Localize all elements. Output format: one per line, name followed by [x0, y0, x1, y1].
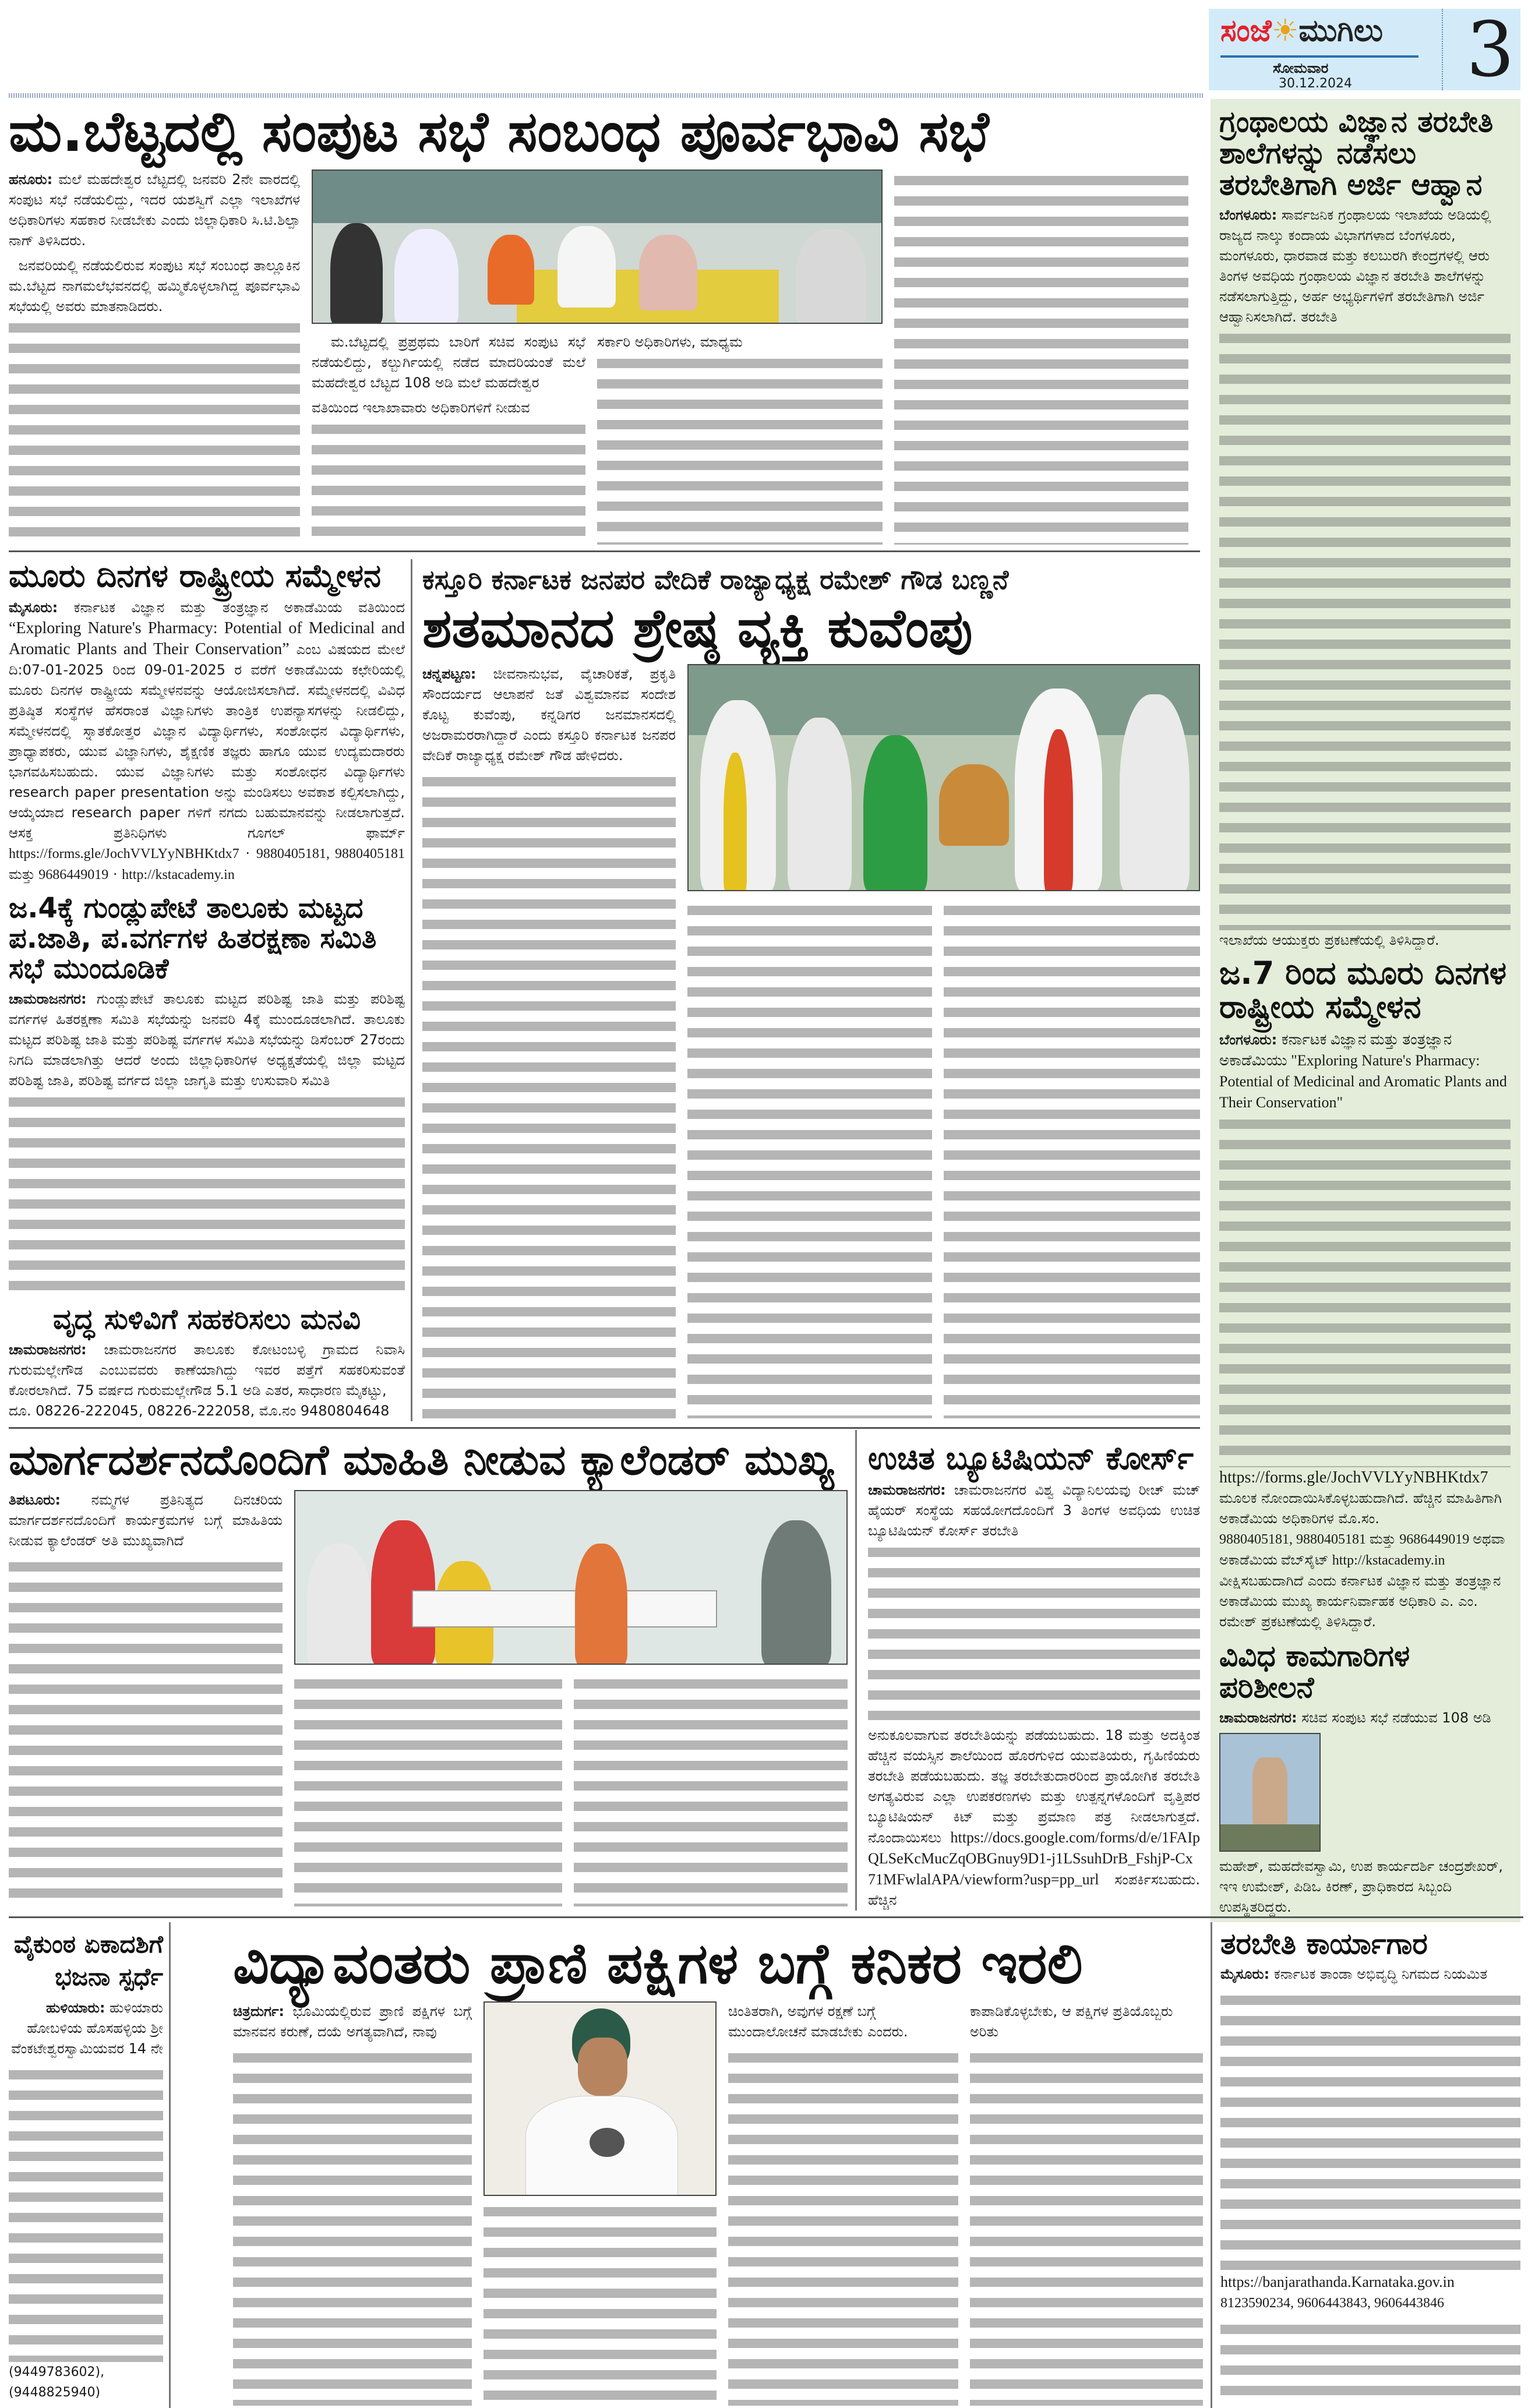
headline: ವೃದ್ಧ ಸುಳಿವಿಗೆ ಸಹಕರಿಸಲು ಮನವಿ: [52, 1303, 361, 1336]
column-start: ಕಾಪಾಡಿಕೊಳ್ಳಬೇಕು, ಆ ಪಕ್ಷಿಗಳ ಪ್ರತಿಯೊಬ್ಬರು ಅರಿತು: [970, 2003, 1173, 2040]
headline: ಮಾರ್ಗದರ್ಶನದೊಂದಿಗೆ ಮಾಹಿತಿ ನೀಡುವ ಕ್ಯಾಲೆಂಡರ್ ಮುಖ್ಯ: [9, 1435, 834, 1484]
body-text-continuation: [9, 317, 300, 545]
masthead: [1209, 5, 1520, 94]
body-text-continuation: [894, 170, 1188, 545]
dateline: ಚನ್ನಪಟ್ಟಣ:: [422, 665, 477, 682]
dateline: ಚಾಮರಾಜನಗರ:: [9, 990, 87, 1007]
photo-man-with-bird: [484, 2001, 717, 2196]
column-divider: [411, 559, 412, 1421]
palm-sun-icon: ☀: [1271, 13, 1299, 48]
phone-numbers: 9880405181, 9880405181 ಮತ್ತು 9686449019 ಅಥವಾ ಅಕಾಡೆಮಿಯ ವೆಬ್‌ಸೈಟ್ http://kstacademy.in: [1219, 1532, 1505, 1568]
headline: ಉಚಿತ ಬ್ಯೂಟಿಷಿಯನ್ ಕೋರ್ಸ್: [868, 1440, 1194, 1477]
article-body: ಅನುಕೂಲವಾಗುವ ತರಬೇತಿಯನ್ನು ಪಡೆಯಬಹುದು. 18 ಮತ್ತು ಅದಕ್ಕಿಂತ ಹೆಚ್ಚಿನ ವಯಸ್ಸಿನ ಶಾಲೆಯಿಂದ ಹೊರಗುಳಿದ ಯುವತಿಯರು, ಗೃಹಿಣಿಯರು ತರಬೇತಿ ಪಡೆಯಬಹುದು. ತಜ್ಞ ತರಬೇತುದಾರರಿಂದ ಪ್ರಾಯೋಗಿಕ ತರಬೇತಿ ಅಗತ್ಯವಿರುವ ಎಲ್ಲಾ ಉಪಕರಣಗಳು ಮತ್ತು ಉತ್ಪನ್ನಗಳೊಂದಿಗೆ ವೃತ್ತಿಪರ ಬ್ಯೂಟಿಷಿಯನ್ ಕಿಟ್ ಮತ್ತು ಪ್ರಮಾಣ ಪತ್ರ ನೀಡಲಾಗುತ್ತದೆ. ನೊಂದಾಯಿಸಲು https://docs.google.com/forms/d/e/1FAIpQLSeKcMucZqOBGnuy9D1-j1LSsuhDrB_FshjP-Cx71MFwlalAPA/viewform?usp=pp_url ಸಂಪರ್ಕಿಸಬಹುದು. ಹೆಚ್ಚಿನ: [868, 1727, 1200, 1908]
contact-info: https://forms.gle/JochVVLYyNBHKtdx7 ಮೂಲಕ ನೋಂದಾಯಿಸಿಕೊಳ್ಳಬಹುದಾಗಿದೆ. ಹೆಚ್ಚಿನ ಮಾಹಿತಿಗಾಗಿ ಅಕಾಡೆಮಿಯ ಅಧಿಕಾರಿಗಳ ಮೊ.ಸಂ. 9880405181, 9880405181 ಮತ್ತು 9686449019 ಅಥವಾ ಅಕಾಡೆಮಿಯ ವೆಬ್‌ಸೈಟ್ http://kstacademy.in ವೀಕ್ಷಿಸಬಹುದಾಗಿದೆ ಎಂದು ಕರ್ನಾಟಕ ವಿಜ್ಞಾನ ಮತ್ತು ತಂತ್ರಜ್ಞಾನ ಅಕಾಡೆಮಿಯ ಮುಖ್ಯ ಕಾರ್ಯನಿರ್ವಾಹಕ ಅಧಿಕಾರಿ ಎ. ಎಂ. ರಮೇಶ್ ಪ್ರಕಟಣೆಯಲ್ಲಿ ತಿಳಿಸಿದ್ದಾರೆ.: [1219, 1468, 1505, 1630]
top-border: [9, 93, 1203, 98]
closing-text: ಇಲಾಖೆಯ ಆಯುಕ್ತರು ಪ್ರಕಟಣೆಯಲ್ಲಿ ತಿಳಿಸಿದ್ದಾರೆ.: [1219, 932, 1439, 948]
divider: [9, 550, 1200, 552]
body-text-continuation: [1220, 1989, 1520, 2272]
logo-underline: [1220, 55, 1418, 58]
column-divider: [169, 1922, 171, 2408]
body-text-continuation: [944, 899, 1200, 1418]
article-body: [9, 170, 300, 545]
body-text-continuation: [728, 2047, 958, 2406]
article-body: [422, 664, 676, 1418]
article-national-conference: ಮೂರು ದಿನಗಳ ರಾಷ್ಟ್ರೀಯ ಸಮ್ಮೇಳನ ಮೈಸೂರು: ಕರ್ನಾಟಕ ವಿಜ್ಞಾನ ಮತ್ತು ತಂತ್ರಜ್ಞಾನ ಅಕಾಡೆಮಿಯ ವತಿಯಿಂದ “Exploring Nature's Pharmacy: Potential of Medicinal and Aromatic Plants and Their Conservation” ಎಂಬ ವಿಷಯದ ಮೇಲೆ ದಿ:07-01-2025 ರಿಂದ 09-01-2025 ರ ವರೆಗೆ ಅಕಾಡೆಮಿಯ ಕಛೇರಿಯಲ್ಲಿ ಮೂರು ದಿನಗಳ ರಾಷ್ಟ್ರೀಯ ಸಮ್ಮೇಳನವನ್ನು ಆಯೋಜಿಸಲಾಗಿದೆ. ಸಮ್ಮೇಳನದಲ್ಲಿ ವಿವಿಧ ಪ್ರತಿಷ್ಠಿತ ಸಂಸ್ಥೆಗಳ ಹೆಸರಾಂತ ವಿಜ್ಞಾನಿಗಳು ತಾಂತ್ರಿಕ ಉಪನ್ಯಾಸಗಳನ್ನು ನೀಡಲಿದ್ದು, ಸಮ್ಮೇಳನದಲ್ಲಿ ಸ್ನಾತಕೋತ್ತರ ವಿಜ್ಞಾನ ವಿದ್ಯಾರ್ಥಿಗಳು, ಸಂಶೋಧನ ವಿದ್ಯಾರ್ಥಿಗಳು, ಪ್ರಾಧ್ಯಾಪಕರು, ಯುವ ವಿಜ್ಞಾನಿಗಳು, ಶೈಕ್ಷಣಿಕ ತಜ್ಞರು ಹಾಗೂ ಯುವ ಉದ್ಯಮದಾರರು ಭಾಗವಹಿಸಬಹುದು. ಯುವ ವಿಜ್ಞಾನಿಗಳು ಮತ್ತು ಸಂಶೋಧನ ವಿದ್ಯಾರ್ಥಿಗಳು research paper presentation ಅನ್ನು ಮಂಡಿಸಲು ಅವಕಾಶ ಕಲ್ಪಿಸಲಾಗಿದ್ದು, ಆಯ್ಕೆಯಾದ research paper ಗಳಿಗೆ ನಗದು ಬಹುಮಾನವನ್ನು ನೀಡಲಾಗುತ್ತದೆ. ಆಸಕ್ತ ಪ್ರತಿನಿಧಿಗಳು ಗೂಗಲ್ ಫಾರ್ಮ್ https://forms.gle/JochVVLYyNBHKtdx7 · 9880405181, 9880405181 ಮತ್ತು 9686449019 · http://kstacademy.in: [9, 557, 405, 883]
lead-text: ಸಾರ್ವಜನಿಕ ಗ್ರಂಥಾಲಯ ಇಲಾಖೆಯ ಅಡಿಯಲ್ಲಿ ರಾಜ್ಯದ ನಾಲ್ಕು ಕಂದಾಯ ವಿಭಾಗಗಳಾದ ಬೆಂಗಳೂರು, ಮಂಗಳೂರು, ಧಾರವಾಡ ಮತ್ತು ಕಲಬುರಗಿ ಕೇಂದ್ರಗಳಲ್ಲಿ ಆರು ತಿಂಗಳ ಅವಧಿಯ ಗ್ರಂಥಾಲಯ ವಿಜ್ಞಾನ ತರಬೇತಿ ಶಾಲೆಗಳನ್ನು ನಡೆಸಲಾಗುತ್ತಿದ್ದು, ಅರ್ಹ ಅಭ್ಯರ್ಥಿಗಳಿಗೆ ತರಬೇತಿಗಾಗಿ ಅರ್ಜಿ ಆಹ್ವಾನಿಸಲಾಗಿದೆ. ತರಬೇತಿ: [1219, 207, 1491, 325]
body-text-continuation: [868, 1541, 1200, 1725]
phone-numbers: 8123590234, 9606443843, 9606443846: [1220, 2295, 1444, 2311]
page-number: 3: [1442, 9, 1515, 90]
headline: ಜ.7 ರಿಂದ ಮೂರು ದಿನಗಳ ರಾಷ್ಟ್ರೀಯ ಸಮ್ಮೇಳನ: [1219, 955, 1507, 1026]
article-column: [728, 2001, 958, 2406]
dateline: ಹುಳಿಯಾರು:: [46, 2000, 105, 2016]
conference-title: “Exploring Nature's Pharmacy: Potential of Medicinal and Aromatic Plants and Their Conservation”: [9, 619, 405, 659]
column-start: ಚಿಂತಿತರಾಗಿ, ಅವುಗಳ ರಕ್ಷಣೆ ಬಗ್ಗೆ ಮುಂದಾಲೋಚನೆ ಮಾಡಬೇಕು ಎಂದರು.: [728, 2003, 908, 2040]
article-national-conference-right: [1219, 956, 1511, 1632]
masthead-day: ಸೋಮವಾರ: [1273, 60, 1329, 76]
lead-text: ಹುಳಿಯಾರು ಹೋಬಳಿಯ ಹೊಸಹಳ್ಳಿಯ ಶ್ರೀ ವೆಂಕಟೇಶ್ವರಸ್ವಾಮಿಯವರ 14 ನೇ: [11, 2000, 163, 2057]
article-body: [9, 1490, 283, 1906]
form-link[interactable]: https://docs.google.com/forms/d/e/1FAIpQLSeKcMucZqOBGnuy9D1-j1LSsuhDrB_FshjP-Cx71MFwlalAPA/viewform?usp=pp_url: [868, 1829, 1200, 1888]
lead-text: ಜೀವನಾನುಭವ, ವೈಚಾರಿಕತೆ, ಪ್ರಕೃತಿ ಸೌಂದರ್ಯದ ಆಲಾಪನೆ ಜತೆ ವಿಶ್ವಮಾನವ ಸಂದೇಶ ಕೊಟ್ಟ ಕುವೆಂಪು, ಕನ್ನಡಿಗರ ಜನಮಾನಸದಲ್ಲಿ ಅಜರಾಮರರಾಗಿದ್ದಾರೆ ಎಂದು ಕಸ್ತೂರಿ ಕರ್ನಾಟಕ ಜನಪರ ವೇದಿಕೆ ರಾಜ್ಯಾಧ್ಯಕ್ಷ ರಮೇಶ್ ಗೌಡ ಹೇಳಿದರು.: [422, 665, 676, 764]
body-text-continuation: [574, 1673, 848, 1906]
body-text-continuation: [312, 418, 585, 545]
article-works-inspection: [1219, 1640, 1511, 1918]
website-link[interactable]: http://kstacademy.in: [122, 867, 235, 883]
lead-text: ಚಾಮರಾಜನಗರ ತಾಲೂಕು ಕೋಟಂಬಳ್ಳಿ ಗ್ರಾಮದ ನಿವಾಸಿ ಗುರುಮಲ್ಲೇಗೌಡ ಎಂಬುವವರು ಕಾಣೆಯಾಗಿದ್ದು ಇವರ ಪತ್ತೆಗೆ ಸಹಕರಿಸುವಂತೆ ಕೋರಲಾಗಿದೆ. 75 ವರ್ಷದ ಗುರುಮಲ್ಲೇಗೌಡ 5.1 ಅಡಿ ಎತರ, ಸಾಧಾರಣ ಮೈಕಟ್ಟು,: [9, 1341, 405, 1399]
lead-text: ಗುಂಡ್ಲುಪೇಟೆ ತಾಲೂಕು ಮಟ್ಟದ ಪರಿಶಿಷ್ಟ ಜಾತಿ ಮತ್ತು ಪರಿಶಿಷ್ಟ ವರ್ಗಗಳ ಹಿತರಕ್ಷಣಾ ಸಮಿತಿ ಸಭೆಯನ್ನು ಜನವರಿ 4ಕ್ಕೆ ಮುಂದೂಡಲಾಗಿದೆ. ತಾಲೂಕು ಮಟ್ಟದ ಪರಿಶಿಷ್ಟ ಜಾತಿ ಮತ್ತು ಪರಿಶಿಷ್ಟ ವರ್ಗಗಳ ಸಮಿತಿ ಸಭೆಯನ್ನು ಡಿಸೆಂಬರ್ 27ರಂದು ನಿಗದಿ ಮಾಡಲಾಗಿತ್ತು ಆದರೆ ಅಂದು ಜಿಲ್ಲಾಧಿಕಾರಿಗಳ ಅಧ್ಯಕ್ಷತೆಯಲ್ಲಿ ಜಿಲ್ಲಾ ಮಟ್ಟದ ಪರಿಶಿಷ್ಟ ಜಾತಿ, ಪರಿಶಿಷ್ಟ ವರ್ಗದ ಜಿಲ್ಲಾ ಜಾಗೃತಿ ಮತ್ತು ಉಸುವಾರಿ ಸಮಿತಿ: [9, 990, 405, 1089]
article-bhajan-contest: [9, 1928, 163, 2403]
body-text-continuation: [1219, 1113, 1511, 1467]
lead-text: ಕರ್ನಾಟಕ ವಿಜ್ಞಾನ ಮತ್ತು ತಂತ್ರಜ್ಞಾನ ಅಕಾಡೆಮಿಯ ವತಿಯಿಂದ: [73, 599, 405, 616]
column-start: ಸರ್ಕಾರಿ ಅಧಿಕಾರಿಗಳು, ಮಾಧ್ಯಮ: [597, 333, 743, 350]
contact-info: [1220, 2272, 1520, 2314]
dateline: ತಿಪಟೂರು:: [9, 1491, 61, 1508]
dateline: ಮೈಸೂರು:: [9, 599, 58, 616]
lead-text: ಕರ್ನಾಟಕ ತಾಂಡಾ ಅಭಿವೃದ್ಧಿ ನಿಗಮದ ನಿಯಮಿತ: [1273, 1966, 1488, 1982]
left-column: [9, 559, 405, 1421]
body-text-continuation: [422, 771, 676, 1418]
dateline: ಮೈಸೂರು:: [1220, 1966, 1270, 1982]
lead-text: ಸಚಿವ ಸಂಪುಟ ಸಭೆ ನಡೆಯುವ 108 ಅಡಿ: [1301, 1710, 1491, 1726]
article-beautician-course: [868, 1442, 1200, 1911]
article-calendar: [9, 1435, 848, 1906]
body-text-continuation: [1219, 327, 1511, 930]
phone-numbers: ದೂ. 08226-222045, 08226-222058, ಮೊ.ನಂ 9480804648: [9, 1403, 390, 1419]
dateline: ಚಾಮರಾಜನಗರ:: [868, 1482, 946, 1499]
lead-text: ನಮ್ಮಗಳ ಪ್ರತಿನಿತ್ಯದ ದಿನಚರಿಯ ಮಾರ್ಗದರ್ಶನದೊಂದಿಗೆ ಕಾರ್ಯಕ್ರಮಗಳ ಬಗ್ಗೆ ಮಾಹಿತಿಯ ನೀಡುವ ಕ್ಯಾಲೆಂಡರ್ ಅತಿ ಮುಖ್ಯವಾಗಿದೆ: [9, 1491, 283, 1549]
headline: ವಿದ್ಯಾವಂತರು ಪ್ರಾಣಿ ಪಕ್ಷಿಗಳ ಬಗ್ಗೆ ಕನಿಕರ ಇರಲಿ: [233, 1931, 1083, 1996]
body-text-continuation: [687, 899, 932, 1418]
divider: [9, 1916, 1523, 1918]
website-link[interactable]: https://banjarathanda.Karnataka.gov.in: [1220, 2273, 1455, 2290]
phone-numbers: (9449783602), (9448825940): [9, 2365, 105, 2400]
body-text-continuation: [9, 1091, 405, 1299]
body-text-continuation: [9, 2064, 163, 2362]
article-kuvempu: [422, 565, 1200, 1418]
paragraph: ಮ.ಬೆಟ್ಟದಲ್ಲಿ ಪ್ರಪ್ರಥಮ ಬಾರಿಗೆ ಸಚಿವ ಸಂಪುಟ ಸಭೆ ನಡೆಯಲಿದ್ದು, ಕಲ್ಬುರ್ಗಿಯಲ್ಲಿ ನಡೆದ ಮಾದರಿಯಂತೆ ಮಲೆ ಮಹದೇಶ್ವರ ಬೆಟ್ಟದ 108 ಅಡಿ ಮಲೆ ಮಹದೇಶ್ವರ: [312, 333, 585, 391]
masthead-date: 30.12.2024: [1279, 76, 1352, 91]
right-sidebar-column: [1211, 99, 1520, 1922]
divider: [9, 1427, 1200, 1429]
photo-calendar-release: [294, 1490, 848, 1665]
photo-meeting: [312, 170, 883, 324]
article-cabinet-meeting: [9, 99, 1200, 545]
dateline: ಬೆಂಗಳೂರು:: [1219, 207, 1278, 223]
paragraph: ಜನವರಿಯಲ್ಲಿ ನಡೆಯಲಿರುವ ಸಂಪುಟ ಸಭೆ ಸಂಬಂಧ ತಾಲ್ಲೂಕಿನ ಮ.ಬೆಟ್ಟದ ನಾಗಮಲೆಭವನದಲ್ಲಿ ಹಮ್ಮಿಕೊಳ್ಳಲಾಗಿದ್ದ ಪೂರ್ವಭಾವಿ ಸಭೆಯಲ್ಲಿ ಅವರು ಮಾತನಾಡಿದರು.: [9, 257, 300, 315]
headline: ಗ್ರಂಥಾಲಯ ವಿಜ್ಞಾನ ತರಬೇತಿ ಶಾಲೆಗಳನ್ನು ನಡೆಸಲು ತರಬೇತಿಗಾಗಿ ಅರ್ಜಿ ಆಹ್ವಾನ: [1219, 105, 1494, 202]
article-body: [233, 2001, 472, 2406]
article-column: [312, 332, 585, 545]
photo-kuvempu-event: [687, 664, 1200, 891]
article-sc-st-meeting: [9, 894, 405, 1090]
dateline: ಚಿತ್ರದುರ್ಗ:: [233, 2003, 285, 2019]
headline: ವೈಕುಂಠ ಏಕಾದಶಿಗೆ ಭಜನಾ ಸ್ಪರ್ಧೆ: [13, 1930, 163, 1991]
photo-statue: [1219, 1733, 1321, 1852]
dateline: ಬೆಂಗಳೂರು:: [1219, 1031, 1278, 1048]
newspaper-logo: ಸಂಜೆ☀ಮುಗಿಲು: [1220, 13, 1383, 48]
lead-text: ಭೂಮಿಯಲ್ಲಿರುವ ಪ್ರಾಣಿ ಪಕ್ಷಿಗಳ ಬಗ್ಗೆ ಮಾನವನ ಕರುಣೆ, ದಯೆ ಅಗತ್ಯವಾಗಿದೆ, ನಾವು: [233, 2003, 472, 2040]
form-link[interactable]: https://forms.gle/JochVVLYyNBHKtdx7: [9, 846, 239, 862]
body-text-continuation: [597, 352, 883, 545]
body-text-continuation: [294, 1673, 562, 1906]
lead-text: ಮಲೆ ಮಹದೇಶ್ವರ ಬೆಟ್ಟದಲ್ಲಿ ಜನವರಿ 2ನೇ ವಾರದಲ್ಲಿ ಸಂಪುಟ ಸಭೆ ನಡೆಯಲಿದ್ದು, ಇದರ ಯಶಸ್ವಿಗೆ ಎಲ್ಲಾ ಇಲಾಖೆಗಳ ಅಧಿಕಾರಿಗಳು ಸಹಕಾರ ನೀಡಬೇಕು ಎಂದು ಜಿಲ್ಲಾಧಿಕಾರಿ ಸಿ.ಟಿ.ಶಿಲ್ಪಾ ನಾಗ್ ತಿಳಿಸಿದರು.: [9, 171, 300, 249]
headline: ತರಬೇತಿ ಕಾರ್ಯಾಗಾರ: [1220, 1927, 1428, 1961]
article-column: [970, 2001, 1203, 2406]
headline: ಶತಮಾನದ ಶ್ರೇಷ್ಠ ವ್ಯಕ್ತಿ ಕುವೆಂಪು: [422, 596, 973, 659]
lead-text: ಚಾಮರಾಜನಗರ ವಿಶ್ವ ವಿದ್ಯಾನಿಲಯವು ರೀಚ್ ಮಚ್ ಹೈಯರ್ ಸಂಸ್ಥೆಯ ಸಹಯೋಗದೊಂದಿಗೆ 3 ತಿಂಗಳ ಅವಧಿಯ ಉಚಿತ ಬ್ಯೂಟಿಷಿಯನ್ ಕೋರ್ಸ್ ತರಬೇತಿ: [868, 1482, 1200, 1540]
headline: ವಿವಿಧ ಕಾಮಗಾರಿಗಳ ಪರಿಶೀಲನೆ: [1219, 1639, 1410, 1704]
phone-numbers: 9880405181, 9880405181 ಮತ್ತು 9686449019: [9, 846, 405, 883]
dateline: ಚಾಮರಾಜನಗರ:: [9, 1341, 87, 1358]
article-column: [894, 170, 1188, 545]
article-column: [484, 2001, 717, 2406]
lead-text: ಕರ್ನಾಟಕ ವಿಜ್ಞಾನ ಮತ್ತು ತಂತ್ರಜ್ಞಾನ ಅಕಾಡೆಮಿಯು "Exploring Nature's Pharmacy: Potential of Medicinal and Aromatic Plants and Their Conservation": [1219, 1030, 1507, 1111]
headline: ಮ.ಬೆಟ್ಟದಲ್ಲಿ ಸಂಪುಟ ಸಭೆ ಸಂಬಂಧ ಪೂರ್ವಭಾವಿ ಸಭೆ: [9, 99, 989, 164]
column-divider: [1211, 1922, 1212, 2408]
article-missing-elderly: [9, 1305, 405, 1421]
body-text-continuation: [1220, 2318, 1520, 2403]
body-text-continuation: [484, 2201, 717, 2406]
column-divider: [855, 1430, 857, 1911]
dateline: ಹನೂರು:: [9, 171, 53, 188]
column-start: ವತಿಯಿಂದ ಇಲಾಖಾವಾರು ಅಧಿಕಾರಿಗಳಿಗೆ ನೀಡುವ: [312, 399, 530, 416]
closing-text: ಮಹೇಶ್, ಮಹದೇವಸ್ವಾಮಿ, ಉಪ ಕಾರ್ಯದರ್ಶಿ ಚಂದ್ರಶೇಖರ್, ಇಇ ಉಮೇಶ್, ಪಿಡಿಒ ಕಿರಣ್, ಪ್ರಾಧಿಕಾರದ ಸಿಬ್ಬಂದಿ ಉಪಸ್ಥಿತರಿದ್ದರು.: [1219, 1858, 1504, 1915]
form-link[interactable]: https://forms.gle/JochVVLYyNBHKtdx7: [1219, 1468, 1488, 1487]
article-column: [597, 332, 883, 545]
article-library-training: [1219, 106, 1511, 951]
kicker: ಕಸ್ತೂರಿ ಕರ್ನಾಟಕ ಜನಪರ ವೇದಿಕೆ ರಾಜ್ಯಾಧ್ಯಕ್ಷ ರಮೇಶ್ ಗೌಡ ಬಣ್ಣನೆ: [422, 564, 1009, 595]
body-text-continuation: [970, 2047, 1203, 2406]
headline: ಮೂರು ದಿನಗಳ ರಾಷ್ಟ್ರೀಯ ಸಮ್ಮೇಳನ: [9, 557, 382, 594]
article-animals-birds: [233, 1931, 1203, 2406]
dateline: ಚಾಮರಾಜನಗರ:: [1219, 1710, 1297, 1726]
body-text-continuation: [9, 1556, 283, 1906]
body-text-continuation: [233, 2047, 472, 2406]
headline: ಜ.4ಕ್ಕೆ ಗುಂಡ್ಲುಪೇಟೆ ತಾಲೂಕು ಮಟ್ಟದ ಪ.ಜಾತಿ, ಪ.ವರ್ಗಗಳ ಹಿತರಕ್ಷಣಾ ಸಮಿತಿ ಸಭೆ ಮುಂದೂಡಿಕೆ: [9, 892, 377, 985]
article-training-workshop: [1220, 1928, 1520, 2403]
